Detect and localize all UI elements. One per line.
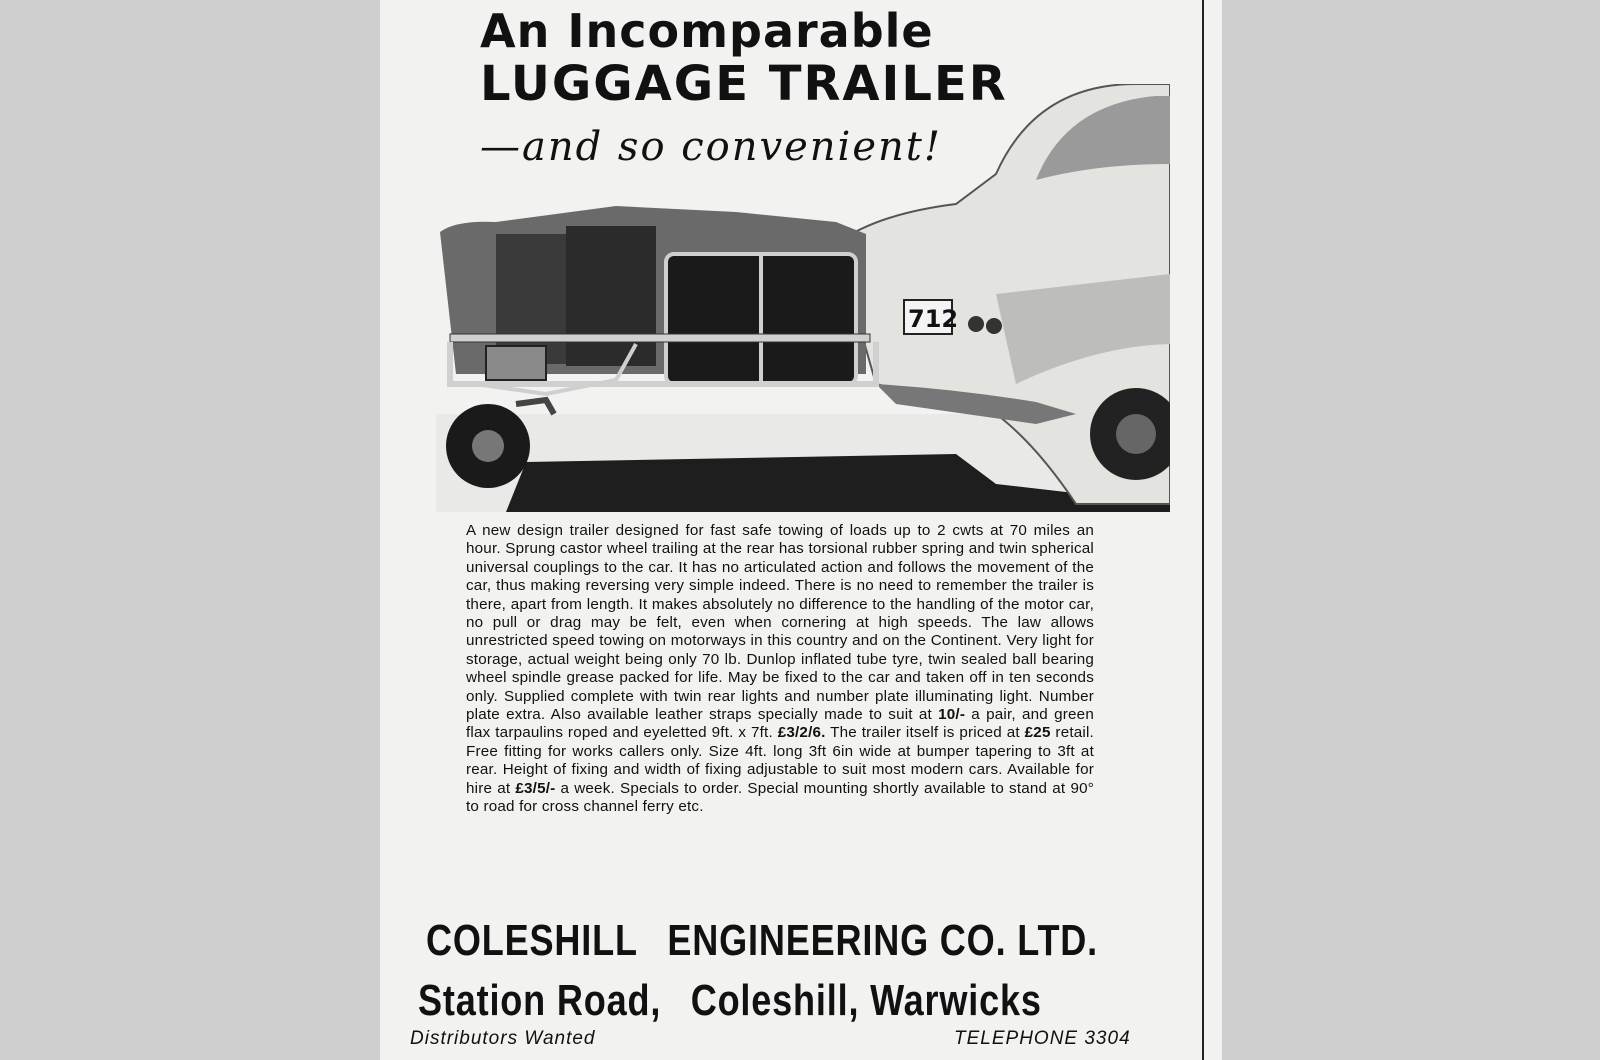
price-hire: £3/5/- xyxy=(515,779,556,797)
luggage-case xyxy=(566,226,656,366)
tagline: —and so convenient! xyxy=(480,124,942,170)
body-text-1: A new design trailer designed for fast safe towing of loads up to 2 cwts at 70 miles an hour. Sprung castor wheel trailing at the rear has torsional rubber spring and twin spherical universal couplings to the car. It has no articulated action and follows the movement of the car, thus making reversing very simple indeed. There is no need to remember the trailer is there, apart from length. It makes absolutely no difference to the handling of the motor car, no pull or drag may be felt, even when cornering at high speeds. The law allows unrestricted speed towing on motorways in this country and on the Continent. Very light for storage, actual weight being only 70 lb. Dunlop inflated tube tyre, twin sealed ball bearing wheel spindle grease packed for life. May be fixed to the car and taken off in ten seconds only. Supplied complete with twin rear lights and number plate illuminating light. Number plate extra. Also available leather straps specially made to suit at xyxy=(466,522,1094,724)
headline-line2: LUGGAGE TRAILER xyxy=(480,56,1008,112)
distributors-wanted: Distributors Wanted xyxy=(410,1028,596,1049)
number-plate-text: 712 xyxy=(908,305,959,333)
company-name-part1: COLESHILL xyxy=(426,916,638,965)
price-straps: 10/- xyxy=(938,706,966,724)
company-address xyxy=(418,976,1042,1026)
telephone-number: TELEPHONE 3304 xyxy=(954,1028,1131,1049)
trailer-car-photo xyxy=(436,84,1170,512)
luggage-case xyxy=(496,234,566,364)
body-text-3: The trailer itself is priced at xyxy=(825,724,1025,742)
price-tarpaulin: £3/2/6. xyxy=(777,724,826,742)
advertisement-page xyxy=(380,0,1222,1060)
company-name-part2: ENGINEERING CO. LTD. xyxy=(667,916,1099,965)
headline-line1: An Incomparable xyxy=(480,4,934,58)
body-text-5: a week. Specials to order. Special mounting shortly available to stand at 90° to road for cross channel ferry etc. xyxy=(466,779,1095,816)
company-name xyxy=(426,916,1098,966)
price-trailer: £25 xyxy=(1024,724,1051,742)
body-text-2: a pair, and green flax tarpaulins roped and eyeletted 9ft. x 7ft. xyxy=(466,706,1094,742)
car-rear-light xyxy=(968,316,984,332)
trailer-rail xyxy=(450,334,870,342)
address-part2: Coleshill, Warwicks xyxy=(690,976,1042,1025)
trailer-light-box xyxy=(486,346,546,380)
column-rule xyxy=(1202,0,1204,1060)
body-copy xyxy=(466,522,1094,817)
body-text-4: retail. Free fitting for works callers only. Size 4ft. long 3ft 6in wide at bumper tapering to 3ft at rear. Height of fixing and width of fixing adjustable to suit most modern cars. Available for hire at xyxy=(466,724,1094,797)
address-part1: Station Road, xyxy=(418,976,662,1025)
